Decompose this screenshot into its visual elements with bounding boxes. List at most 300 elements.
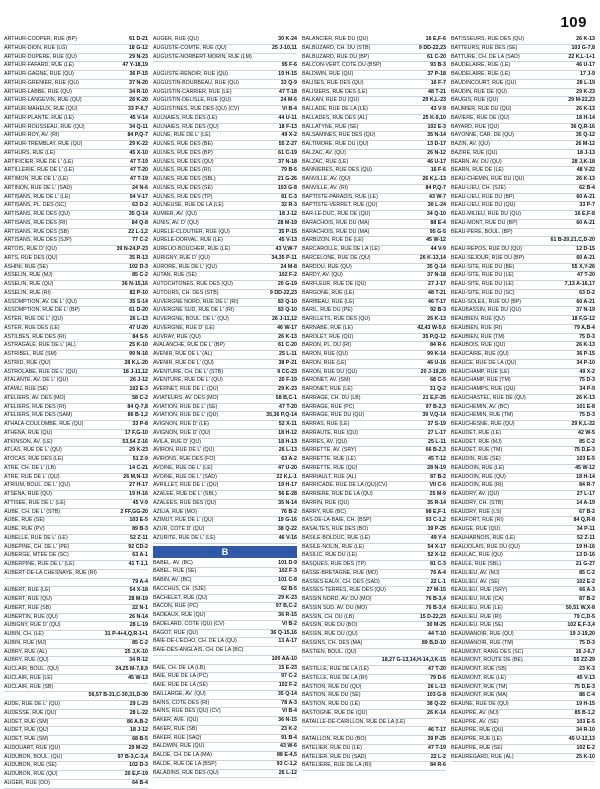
street-name: AURÈLE-DORVAL, RUE (LÉ) xyxy=(153,237,223,244)
map-reference: 47 T-19 xyxy=(130,158,148,165)
map-reference: 93 C-1,2 xyxy=(425,517,446,524)
street-entry xyxy=(451,272,595,281)
street-name: ARTHUR-GAGNÉ, RUE (QU) xyxy=(4,71,74,77)
street-entry xyxy=(153,404,297,413)
page-number: 109 xyxy=(560,14,587,31)
street-entry xyxy=(451,535,595,544)
street-entry xyxy=(302,579,446,588)
street-name: ÂTRE, RUE DE L' (QU) xyxy=(4,473,60,480)
street-name: AZILIA, RUE (MO) xyxy=(153,508,197,515)
map-reference: 63 D-2 xyxy=(132,202,148,209)
street-entry xyxy=(153,71,297,80)
map-reference xyxy=(443,719,446,727)
street-entry xyxy=(302,561,446,570)
street-entry xyxy=(4,45,148,54)
street-entry-continuation xyxy=(302,727,446,736)
map-reference: 24,25 M-7,8,9 xyxy=(115,666,148,672)
street-name: BEAU-SITE, RUE DU (SC) xyxy=(451,289,515,296)
map-reference: 26 L-12 xyxy=(278,769,297,776)
map-reference: 82 P-10 xyxy=(129,289,148,296)
street-entry xyxy=(153,124,297,133)
street-name: BALADINS, RUE DES (QU) xyxy=(153,769,219,776)
street-name: AZUR, CÔTE D' (QU) xyxy=(153,526,205,532)
street-entry xyxy=(451,684,595,693)
street-entry xyxy=(153,377,297,386)
street-entry xyxy=(153,603,297,612)
map-reference: 46 T-17 xyxy=(428,727,446,734)
street-entry xyxy=(153,535,297,544)
street-entry xyxy=(4,780,148,789)
map-reference: 23 K-2 xyxy=(281,725,297,732)
street-name: BEAUBIEN, RUE (TM) xyxy=(451,333,505,340)
map-reference: 55 ZZ-29 xyxy=(573,657,595,664)
map-reference: 47 Y-18,19 xyxy=(122,62,148,69)
street-name: ARTHUR-ROY, AV. (RI) xyxy=(4,132,60,139)
map-reference: 31 P-4+4,Q,R-1+1 xyxy=(104,631,148,637)
map-reference: 75 D-3 xyxy=(579,639,595,646)
map-reference: 18 G-12 xyxy=(128,44,148,51)
street-name: BARON, PL. DU (RI) xyxy=(302,342,352,349)
street-entry xyxy=(302,202,446,211)
street-name: BALLADES, RUE DES (AL) xyxy=(302,114,368,121)
street-entry xyxy=(302,167,446,176)
street-entry xyxy=(4,307,148,316)
street-name: BEAUDRY, CH. (STB) xyxy=(451,499,504,506)
map-reference: 97 B-2,3 xyxy=(425,403,446,410)
map-reference: 22 K,L-1 xyxy=(276,473,297,480)
street-entry xyxy=(451,325,595,334)
street-name: BEAULÉ, RUE (SBL) xyxy=(451,561,502,567)
street-name xyxy=(4,579,129,587)
street-name: BEAUCHESNE, RUE (QU) xyxy=(451,421,515,427)
street-entry xyxy=(302,675,446,684)
street-entry xyxy=(451,150,595,159)
street-entry xyxy=(153,700,297,709)
map-reference: 79 A,B-4 xyxy=(574,324,595,331)
map-reference: 36 N-15,16 xyxy=(121,281,148,287)
street-entry xyxy=(153,665,297,674)
street-entry xyxy=(451,570,595,579)
street-name: BACON, RUE (PC) xyxy=(153,603,199,610)
street-entry xyxy=(451,526,595,535)
street-name: BEAUDOIN, RUE (RI) xyxy=(451,482,504,489)
map-reference: 29 K-23 xyxy=(278,386,297,392)
street-entry xyxy=(451,447,595,456)
map-reference: 47 T-19 xyxy=(130,176,148,182)
street-name: BABIN, AV. (BC) xyxy=(153,577,192,583)
map-reference: 84 Q-7,8 xyxy=(127,403,148,410)
street-name: BAIE, RUE DE LA (PC) xyxy=(153,673,209,680)
map-reference: 36 Q-15,16 xyxy=(270,629,297,636)
street-entry xyxy=(153,517,297,526)
street-entry xyxy=(153,369,297,378)
map-reference: 85 B-1,2 xyxy=(574,709,595,716)
street-entry xyxy=(302,762,446,771)
street-entry xyxy=(153,735,297,744)
street-name: BALANCIER, RUE DU (QU) xyxy=(302,36,369,42)
street-name: BARGONE, RUE (LÉ) xyxy=(302,289,355,296)
street-entry xyxy=(153,752,297,761)
street-name: ARTISANS, RUE DES (QU) xyxy=(4,211,70,217)
street-entry xyxy=(302,185,446,194)
street-entry xyxy=(302,745,446,754)
street-name: BEAUGÉ, RUE (QU) xyxy=(451,526,501,532)
map-reference: 35 R-13 xyxy=(129,254,148,261)
map-reference: 63 D-2 xyxy=(579,289,595,296)
map-reference: 102 F-2 xyxy=(278,682,297,688)
street-name: BALISES, RUE DES (QU) xyxy=(302,79,364,86)
street-entry xyxy=(4,552,148,561)
map-reference: 15 E-23 xyxy=(278,664,297,671)
street-name: ASTROLABE, RUE DE L' (QU) xyxy=(4,368,78,375)
street-entry xyxy=(153,342,297,351)
street-name: AUNIS, AV. D' (QU) xyxy=(153,219,199,226)
street-name: BEAUCHAMPS, RUE (QU) xyxy=(451,386,516,392)
street-name: BEAULAC, RUE (QU) xyxy=(451,552,503,559)
map-reference: 45 T-12 xyxy=(428,456,446,462)
street-entry xyxy=(451,316,595,325)
map-reference: 84 S-5 xyxy=(132,333,148,340)
street-entry xyxy=(302,736,446,745)
street-entry xyxy=(4,211,148,220)
map-reference: 42,43 W-5,6 xyxy=(417,324,446,331)
street-name: BASSIN, RUE DU (QU) xyxy=(302,631,358,637)
street-entry xyxy=(451,307,595,316)
street-entry xyxy=(302,342,446,351)
street-name: ARTHUR-LANGEVIN, RUE (QU) xyxy=(4,97,82,104)
street-entry xyxy=(153,159,297,168)
map-reference: 38 P-21 xyxy=(278,359,297,366)
street-entry xyxy=(4,412,148,421)
street-entry xyxy=(451,185,595,194)
street-name: AUDUBON, RUE (QU) xyxy=(4,771,58,777)
street-entry xyxy=(302,159,446,168)
map-reference: 37 S-19 xyxy=(427,421,446,427)
street-name: AUGUSTE-COMTE, RUE (QU) xyxy=(153,44,227,51)
street-name: BARON, RUE (LÉ) xyxy=(302,359,347,366)
street-entry xyxy=(451,202,595,211)
street-entry xyxy=(451,544,595,553)
street-entry xyxy=(4,596,148,605)
map-reference: 45 V-9 xyxy=(132,499,148,506)
street-name: BASSIN, CH. DU (LB) xyxy=(302,613,355,620)
street-name: BARACHOIS, RUE DU (MA) xyxy=(302,219,370,226)
map-reference: 60 A-21 xyxy=(576,193,595,200)
map-reference: 26 K-13 xyxy=(576,342,595,349)
map-reference: 42 W-5 xyxy=(578,429,595,436)
street-name: BÂTISSEURS, RUE DES (QU) xyxy=(451,36,524,42)
map-reference: 86 B-1,2 xyxy=(127,412,148,419)
street-name: BARRY, RUE (BC) xyxy=(302,508,346,515)
map-reference: 45 W-13 xyxy=(128,674,148,681)
map-reference: 87 B-2 xyxy=(430,473,446,480)
street-name: BAIE, RUE DE LA (SE) xyxy=(153,682,208,688)
street-entry xyxy=(451,395,595,404)
street-entry xyxy=(153,447,297,456)
street-name: ARTHURS, RUE (LÉ) xyxy=(4,149,56,156)
street-entry xyxy=(153,691,297,700)
street-entry xyxy=(153,726,297,735)
street-name: BAZIRE, RUE (QU) xyxy=(451,149,498,156)
street-name: BARCELONE, RUE DE (QU) xyxy=(302,254,371,261)
map-reference: 91 B-4 xyxy=(281,734,297,741)
street-entry xyxy=(4,526,148,535)
street-name: BARFLEUR, RUE DE (QU) xyxy=(302,281,367,287)
street-name: BEAU-MILIEU, RUE DU (QU) xyxy=(451,211,522,217)
street-entry xyxy=(153,630,297,639)
map-reference: 25 L-11 xyxy=(279,351,297,357)
street-entry xyxy=(4,710,148,719)
street-entry xyxy=(451,657,595,666)
street-entry xyxy=(302,587,446,596)
street-name: BEAULIEU, RUE (CA) xyxy=(451,596,504,602)
street-entry xyxy=(153,526,297,535)
street-entry xyxy=(153,647,297,656)
map-reference: 76 A-4 xyxy=(430,569,446,576)
street-name xyxy=(4,692,86,700)
street-entry xyxy=(302,719,446,728)
map-reference: 85 C-2 xyxy=(132,639,148,646)
street-name: AURORE, RUE DE L' (QU) xyxy=(153,263,217,270)
street-name: ATELIERS, AV. DES (MO) xyxy=(4,394,66,401)
street-name: BEAUDOIN, RUE (QU) xyxy=(451,473,506,480)
street-name xyxy=(302,657,379,665)
map-reference: 18,27 G-13,14,H-14,J,K-15 xyxy=(381,657,446,664)
street-entry xyxy=(451,439,595,448)
street-name: AVIATION, RUE DE L' (QU) xyxy=(153,412,219,419)
map-reference: 43 W-7 xyxy=(429,193,446,200)
map-reference: 15 D-22,23 xyxy=(419,613,446,620)
street-name: AULNEUSE, RUE DE LA (LÉ) xyxy=(153,202,224,209)
street-entry xyxy=(451,736,595,745)
street-entry xyxy=(4,421,148,430)
map-reference xyxy=(592,229,595,237)
map-reference: 7,13 A-16,17 xyxy=(564,281,595,287)
map-reference: 43 V-9 xyxy=(430,106,446,112)
index-column-4 xyxy=(451,36,595,762)
street-name: AURÈLE-CLOUTIER, RUE (QU) xyxy=(153,228,230,235)
street-name: BAYONNE, CAR. DE (QU) xyxy=(451,132,514,139)
street-name: BARCAROLLE, RUE DE LA (LÉ) xyxy=(302,246,380,252)
street-entry xyxy=(4,80,148,89)
street-name: ASHINI, RUE (SE) xyxy=(4,263,48,270)
map-reference: 47 U-20 xyxy=(129,324,148,331)
map-reference: 28 N-19 xyxy=(427,464,446,471)
street-name: BARRAS, RUE (LÉ) xyxy=(302,421,350,427)
map-reference: 25 J-10,11 xyxy=(271,44,297,51)
street-name: BEAU-SITE, RUE DU (LÉ) xyxy=(451,281,514,287)
map-reference: 45 U-12,13 xyxy=(568,736,595,742)
street-entry xyxy=(4,736,148,745)
street-entry xyxy=(153,141,297,150)
street-name: BASSES-EAUX, CH. DES (SAD) xyxy=(302,578,380,585)
map-reference: 61 D-21 xyxy=(129,36,148,42)
street-name: AUCLAIR, RUE (LÉ) xyxy=(4,674,53,681)
map-reference: 102 E-2 xyxy=(576,744,595,751)
map-reference: 60 A-21 xyxy=(576,254,595,261)
street-entry xyxy=(302,596,446,605)
street-entry xyxy=(451,727,595,736)
street-name: BARRAGE, CH. DU (LB) xyxy=(302,394,361,401)
map-reference: 66 B-2,3 xyxy=(425,447,446,454)
street-entry xyxy=(4,666,148,675)
street-entry xyxy=(302,369,446,378)
map-reference: 16 E,F-8 xyxy=(574,211,595,217)
street-entry xyxy=(302,544,446,553)
section-letter: B xyxy=(153,546,297,558)
street-entry xyxy=(451,167,595,176)
street-entry xyxy=(302,307,446,316)
street-entry xyxy=(302,491,446,500)
street-entry xyxy=(4,719,148,728)
street-entry xyxy=(302,246,446,255)
street-entry xyxy=(302,211,446,220)
street-name: BALSAMINES, RUE DES (QU) xyxy=(302,132,376,139)
street-name: BAIE, CH. DE LA (LB) xyxy=(153,664,206,671)
street-name: AVENTURE, RUE DE L' (QU) xyxy=(153,377,223,384)
map-reference: 46 U-16 xyxy=(427,359,446,366)
street-entry xyxy=(153,673,297,682)
street-entry xyxy=(153,316,297,325)
street-entry xyxy=(4,754,148,763)
street-name: AUDUBON, RUE (SE) xyxy=(4,762,57,769)
street-name: AUDOUART, RUE (QU) xyxy=(4,744,61,751)
street-name: ARTINON, RUE DE L' (SAD) xyxy=(4,184,73,191)
street-name: AZIMUT, RUE DE L' (QU) xyxy=(153,517,214,524)
map-reference: 26 M-12 xyxy=(575,141,595,147)
street-entry xyxy=(4,342,148,351)
street-name: ARTISANS, RUE DES (SB) xyxy=(4,228,69,235)
map-reference: 92 B-3 xyxy=(430,307,446,314)
street-entry xyxy=(451,491,595,500)
street-entry xyxy=(4,176,148,185)
map-reference: 50,51 W,X-8 xyxy=(565,604,595,611)
street-entry xyxy=(4,264,148,273)
street-name: AUBIGNY, RUE D' (QU) xyxy=(4,622,61,629)
map-reference: 21 G-27 xyxy=(575,561,595,567)
map-reference: 102 D-3 xyxy=(129,762,148,769)
street-entry xyxy=(302,141,446,150)
street-entry xyxy=(4,771,148,780)
street-name: AZURITE, RUE DE L' (LÉ) xyxy=(153,534,216,541)
street-entry xyxy=(302,684,446,693)
street-name: ARTHUR-GRENIER, RUE (QU) xyxy=(4,79,79,86)
map-reference: 81 C-3 xyxy=(430,561,446,567)
map-reference: 101 E-8 xyxy=(576,403,595,410)
map-reference: 37 N-19 xyxy=(576,307,595,314)
map-reference: 52 Z-11 xyxy=(577,534,595,541)
map-reference: 27 L-17 xyxy=(427,429,446,436)
street-name xyxy=(302,727,425,735)
street-name: BASSINS, CH. DES (MA) xyxy=(302,639,363,646)
map-reference: 61 C-20 xyxy=(427,53,446,60)
street-name: BANNIÈRES, RUE DES (QU) xyxy=(302,167,373,174)
street-entry xyxy=(153,334,297,343)
index-column-2 xyxy=(153,36,297,778)
street-entry xyxy=(302,255,446,264)
map-reference: 45 W-12 xyxy=(426,237,446,244)
street-name: BAKER, AVE. (QU) xyxy=(153,717,199,723)
street-name: BARIL, RUE DU (PE) xyxy=(302,307,353,314)
map-reference: VII C-6 xyxy=(429,482,446,489)
map-reference: 83 Q-10 xyxy=(277,298,297,305)
map-reference xyxy=(294,54,297,62)
street-entry xyxy=(451,631,595,640)
map-reference: 28 M-19 xyxy=(277,219,297,226)
street-entry xyxy=(4,745,148,754)
street-name: BAUDELAIRE, RUE (LÉ) xyxy=(451,62,511,69)
street-name: AVIRON, RUE DE L' (QU) xyxy=(153,447,215,454)
street-name: AULNES, RUE DES (TP) xyxy=(153,193,213,200)
map-reference: 38 Q-22 xyxy=(277,526,297,532)
street-name: AUBÉPINE, CH. DE L' (PE) xyxy=(4,543,70,550)
map-reference: 84 Q,R-8 xyxy=(573,517,595,524)
map-reference: 9 CC-23 xyxy=(277,368,297,375)
map-reference: 18 H-12 xyxy=(278,429,297,436)
map-reference: 16 J-6,7 xyxy=(575,648,595,655)
street-entry xyxy=(153,299,297,308)
street-entry xyxy=(302,649,446,658)
map-reference: 54 X-17 xyxy=(427,543,446,550)
map-reference: 99 N-16 xyxy=(129,351,148,357)
map-reference: 26 K-13 xyxy=(576,36,595,42)
street-name: AVENIR, RUE DE L' (AL) xyxy=(153,351,213,357)
street-name: ASTER, RUE DES (LÉ) xyxy=(4,324,60,331)
street-name: BACCHUS, CH. (SJE) xyxy=(153,585,206,592)
street-name: ATRIUM, BOUL. DE L' (QU) xyxy=(4,482,70,489)
map-reference: 35 Q-14 xyxy=(277,690,297,697)
map-reference: 52 Z-11 xyxy=(130,534,148,541)
map-reference: 47 U-20 xyxy=(278,464,297,471)
map-reference: 26 J-11,12 xyxy=(271,316,297,322)
street-entry xyxy=(153,54,297,63)
map-reference: 54 V-17 xyxy=(129,193,148,200)
map-reference: 24 N-6 xyxy=(132,184,148,191)
street-entry xyxy=(4,587,148,596)
street-name: ARTHUR-DION, RUE (LG) xyxy=(4,44,68,51)
street-entry xyxy=(4,281,148,290)
map-reference: 18 F-13 xyxy=(278,123,297,130)
map-reference: 44 U-11 xyxy=(278,114,297,121)
street-entry xyxy=(451,97,595,106)
street-name: AZALÉE, RUE DE L' (SBL) xyxy=(153,491,217,497)
map-reference: 26 K-13 xyxy=(576,106,595,112)
street-entry xyxy=(4,386,148,395)
street-name: BATELIER, RUE DU (SAD) xyxy=(302,753,367,760)
street-entry xyxy=(451,377,595,386)
map-reference: 93 C-1,2 xyxy=(276,760,297,767)
map-reference: 53,54 Z-16 xyxy=(122,438,148,445)
map-reference: 35 Q-12 xyxy=(575,132,595,139)
street-name: AUCLAIR, BOUL. (QU) xyxy=(4,666,59,672)
street-name: AUDET, RUE (SM) xyxy=(4,736,49,742)
street-name: BEAULIEU, RUE (RI) xyxy=(451,613,502,620)
street-name: AULNES, RUE DES (SE) xyxy=(153,184,213,191)
map-reference: 84 P,Q-7 xyxy=(425,184,446,191)
map-reference: 26 K-13,14 xyxy=(419,254,446,261)
street-entry xyxy=(4,605,148,614)
map-reference: 19 H-17 xyxy=(278,482,297,489)
map-reference: 20 E,F-19 xyxy=(124,771,148,777)
street-entry xyxy=(153,115,297,124)
street-name: AUTAN, RUE (SE) xyxy=(153,272,197,279)
street-name: BAZIN, AV. (QU) xyxy=(451,141,490,147)
street-entry xyxy=(153,89,297,98)
street-entry xyxy=(302,316,446,325)
street-name: AUBRY, RUE (AL) xyxy=(4,648,48,655)
map-reference: 97 C-2 xyxy=(281,673,297,680)
street-entry xyxy=(451,360,595,369)
